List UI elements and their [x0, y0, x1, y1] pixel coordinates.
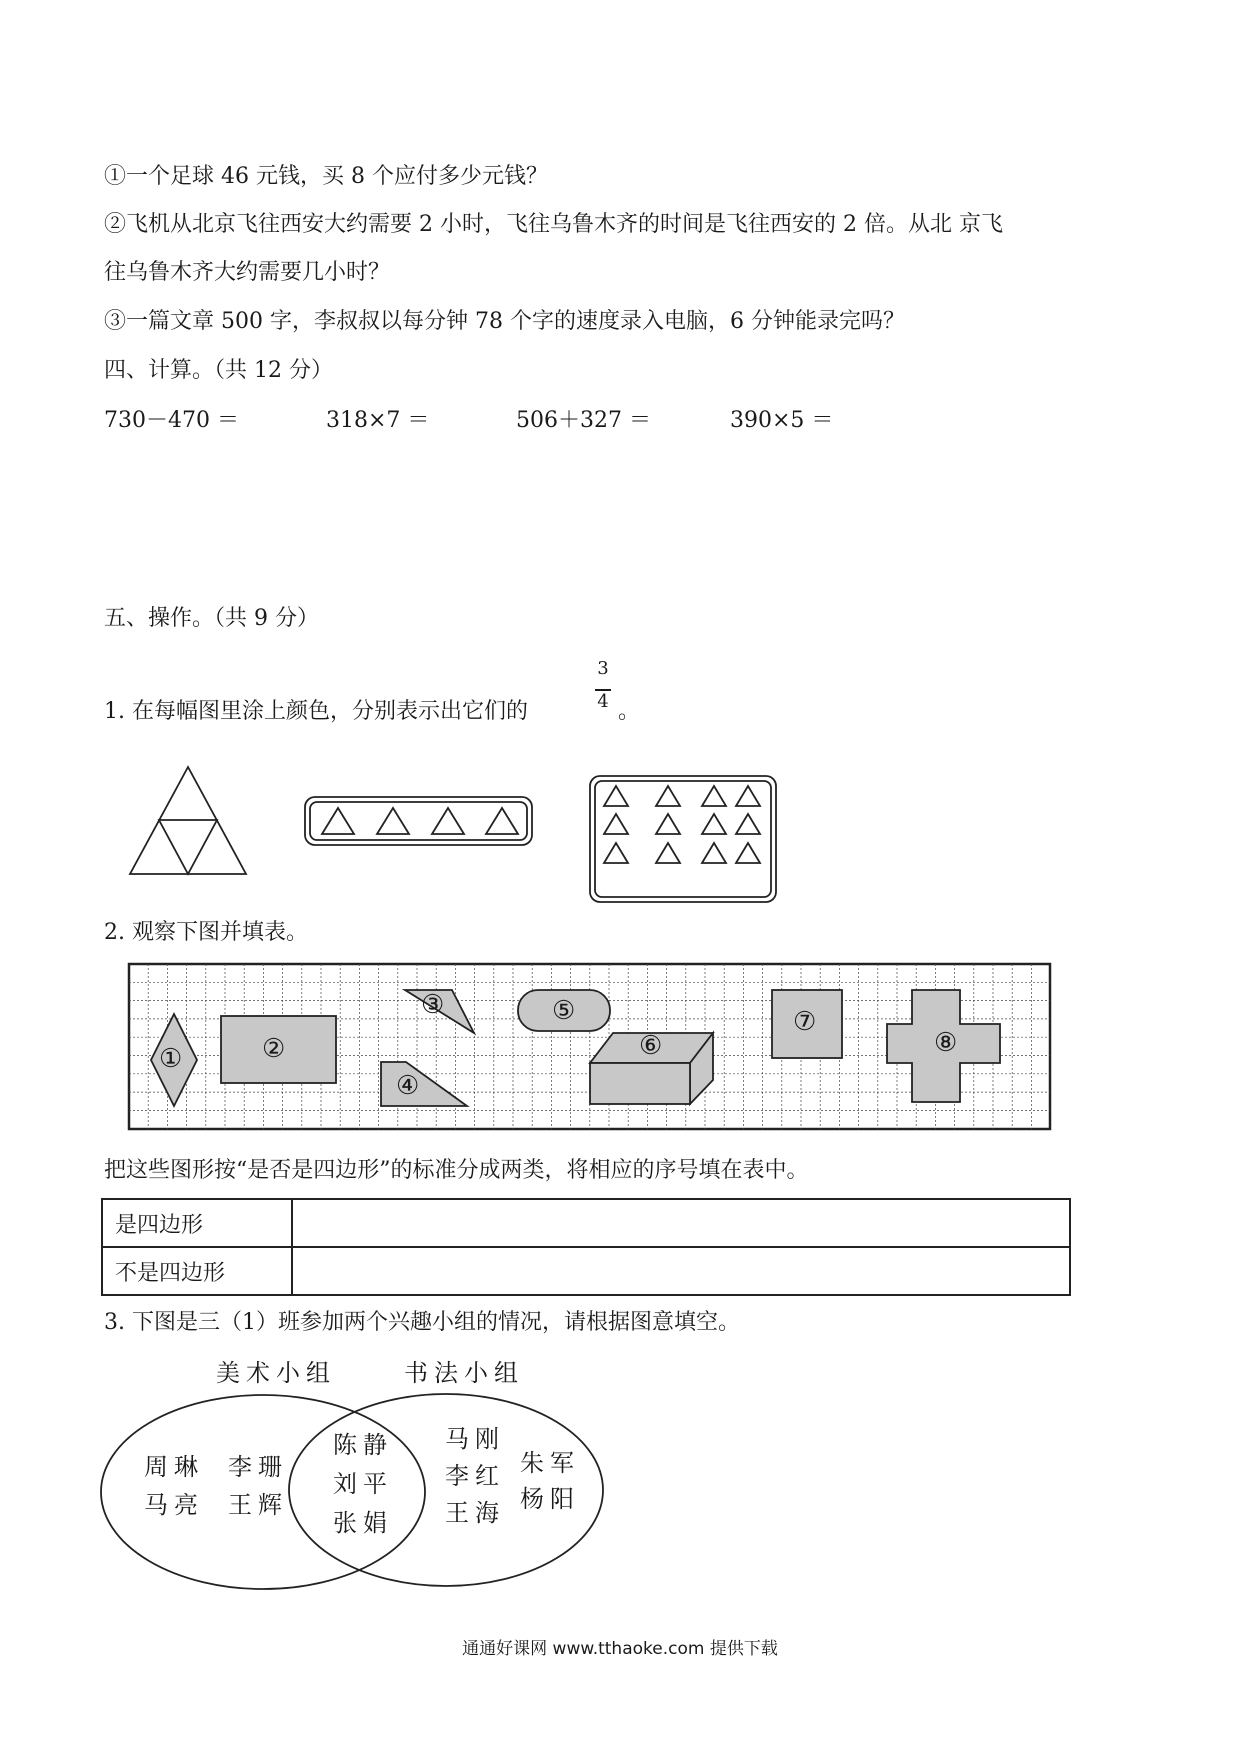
calc-1: 730－470 ＝ — [104, 408, 239, 433]
fraction-denominator: 4 — [597, 691, 609, 712]
shape-label-1: ① — [159, 1044, 183, 1074]
table-header-not-quadrilateral: 不是四边形 — [102, 1247, 292, 1295]
question-2-line-1: ②飞机从北京飞往西安大约需要 2 小时，飞往乌鲁木齐的时间是飞往西安的 2 倍。从北 京飞 — [104, 212, 1003, 237]
table-row — [102, 1199, 1070, 1247]
venn-right-name-2: 李红 — [445, 1462, 505, 1490]
table-cell-not-quadrilateral[interactable] — [292, 1247, 1070, 1295]
calc-3: 506＋327 ＝ — [516, 408, 651, 433]
venn-left-name-3: 马亮 — [144, 1491, 204, 1519]
venn-both-name-2: 刘平 — [333, 1470, 393, 1498]
venn-left-title: 美术小组 — [216, 1359, 336, 1387]
fraction-numerator: 3 — [597, 658, 609, 679]
shape-label-8: ⑧ — [934, 1028, 958, 1058]
shape-4-right-trapezoid — [381, 1062, 467, 1106]
venn-right-name-3: 王海 — [445, 1499, 505, 1527]
venn-both-name-3: 张娟 — [333, 1509, 393, 1537]
venn-left-name-4: 王辉 — [228, 1491, 288, 1519]
question-2-line-2: 往乌鲁木齐大约需要几小时？ — [104, 260, 391, 285]
shape-label-7: ⑦ — [793, 1007, 817, 1037]
classify-instruction: 把这些图形按“是否是四边形”的标准分成两类，将相应的序号填在表中。 — [104, 1158, 809, 1183]
section-5-heading: 五、操作。（共 9 分） — [104, 606, 319, 631]
task-2-text: 2. 观察下图并填表。 — [104, 920, 308, 945]
shape-label-5: ⑤ — [552, 996, 576, 1026]
task-1-text: 1. 在每幅图里涂上颜色，分别表示出它们的 — [104, 699, 528, 724]
venn-left-name-2: 李珊 — [228, 1453, 288, 1481]
venn-right-title: 书法小组 — [404, 1359, 524, 1387]
venn-both-name-1: 陈静 — [333, 1431, 393, 1459]
table-header-quadrilateral: 是四边形 — [102, 1199, 292, 1247]
shape-label-3: ③ — [421, 990, 445, 1020]
venn-left-name-1: 周琳 — [144, 1453, 204, 1481]
table-cell-quadrilateral[interactable] — [292, 1199, 1070, 1247]
question-1: ①一个足球 46 元钱，买 8 个应付多少元钱？ — [104, 164, 548, 189]
big-triangle-figure — [130, 767, 246, 874]
shape-label-6: ⑥ — [639, 1031, 663, 1061]
task-1-end: 。 — [618, 699, 641, 724]
twelve-triangles-figure — [590, 776, 776, 902]
section-4-heading: 四、计算。（共 12 分） — [104, 358, 333, 383]
calc-4: 390×5 ＝ — [730, 408, 834, 433]
footer-credit: 通通好课网 www.tthaoke.com 提供下载 — [462, 1639, 778, 1659]
task-3-text: 3. 下图是三（1）班参加两个兴趣小组的情况，请根据图意填空。 — [104, 1310, 740, 1335]
shape-label-2: ② — [262, 1034, 286, 1064]
classification-table — [101, 1198, 1071, 1296]
question-3: ③一篇文章 500 字，李叔叔以每分钟 78 个字的速度录入电脑，6 分钟能录完吗？ — [104, 309, 905, 334]
calc-2: 318×7 ＝ — [326, 408, 430, 433]
venn-right-name-4: 朱军 — [520, 1449, 580, 1477]
shape-label-4: ④ — [396, 1071, 420, 1101]
table-row — [102, 1247, 1070, 1295]
four-triangles-figure — [305, 797, 532, 845]
venn-right-name-1: 马刚 — [445, 1425, 505, 1453]
venn-right-name-5: 杨阳 — [520, 1485, 580, 1513]
